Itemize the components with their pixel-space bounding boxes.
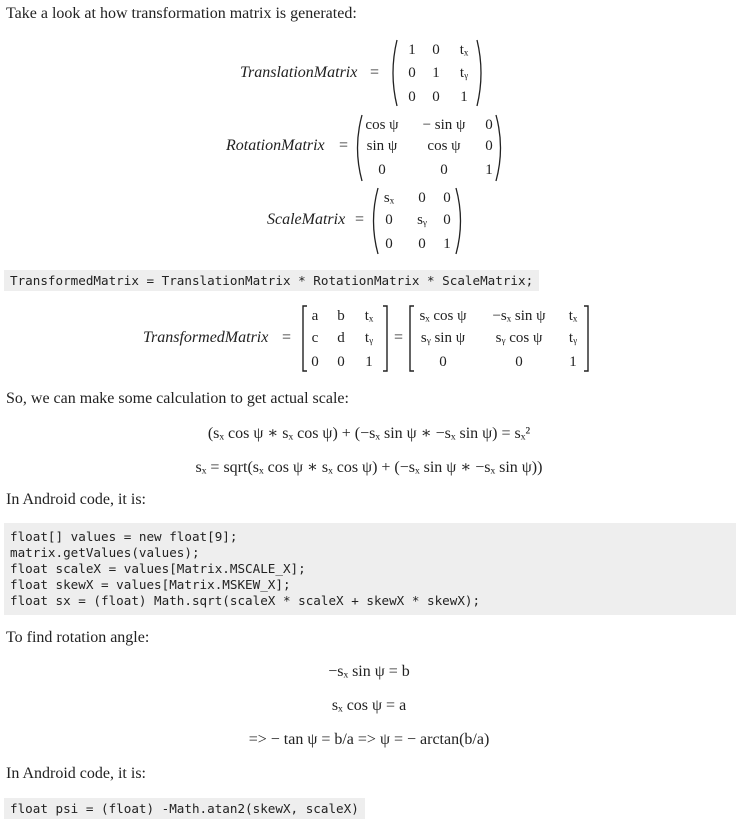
right-bracket (383, 306, 387, 371)
matrix-cell: 0 (443, 212, 451, 228)
code-line: float scaleX = values[Matrix.MSCALE_X]; (10, 561, 306, 576)
code-transformed-matrix: TransformedMatrix = TranslationMatrix * RotationMatrix * ScaleMatrix; (4, 270, 539, 291)
matrix-cell: 1 (569, 354, 577, 370)
matrix-cell: 0 (485, 138, 493, 154)
matrix-cell: 0 (418, 190, 426, 206)
matrix-cell: 0 (440, 162, 448, 178)
rotation-equation-1: −sₓ sin ψ = b (328, 663, 410, 680)
matrix-cell: 1 (443, 236, 451, 252)
matrix-cell: 0 (439, 354, 447, 370)
svg-text:=: = (282, 329, 292, 346)
translation-matrix-equation (240, 38, 500, 108)
matrix-cell: cos ψ (365, 117, 399, 133)
matrix-cell: tₓ (459, 42, 469, 58)
matrix-cell: 0 (408, 65, 416, 81)
svg-text:=: = (355, 211, 365, 228)
matrix-cell: c (311, 330, 319, 346)
rotation-equation-2: sₓ cos ψ = a (331, 697, 407, 714)
matrix-cell: 0 (418, 236, 426, 252)
svg-text:=: = (394, 329, 404, 346)
left-bracket-2 (410, 306, 414, 371)
matrix-cell: d (337, 330, 345, 346)
scale-equation-1: (sₓ cos ψ ∗ sₓ cos ψ) + (−sₓ sin ψ ∗ −sₓ sin ψ) = sₓ² (207, 425, 531, 442)
matrix-cell: 0 (432, 89, 440, 105)
right-paren (477, 40, 481, 106)
matrix-cell: − sin ψ (422, 117, 466, 133)
matrix-cell: 1 (432, 65, 440, 81)
code-block-scale (4, 523, 736, 615)
matrix-cell: tₓ (364, 308, 374, 324)
rotation-angle-text: To find rotation angle: (6, 629, 150, 646)
matrix-cell: 0 (432, 42, 440, 58)
transformed-matrix-equation (143, 303, 603, 375)
svg-text:=: = (339, 137, 349, 154)
matrix-cell: a (311, 308, 319, 324)
matrix-cell: tᵧ (459, 65, 469, 81)
matrix-cell: sᵧ sin ψ (420, 330, 466, 346)
matrix-cell: sₓ (383, 190, 395, 206)
scale-matrix-label: ScaleMatrix (267, 211, 346, 228)
rotation-equation-3: => − tan ψ = b/a => ψ = − arctan(b/a) (248, 731, 490, 748)
right-bracket-2 (584, 306, 588, 371)
matrix-cell: 1 (408, 42, 416, 58)
matrix-cell: 1 (365, 354, 373, 370)
scale-equation-2: sₓ = sqrt(sₓ cos ψ ∗ sₓ cos ψ) + (−sₓ sin ψ ∗ −sₓ sin ψ)) (195, 459, 543, 476)
code-line: matrix.getValues(values); (10, 545, 200, 560)
left-paren (374, 188, 379, 254)
left-paren (393, 40, 397, 106)
matrix-cell: cos ψ (427, 138, 461, 154)
android-code-intro: In Android code, it is: (6, 491, 146, 508)
matrix-cell: sᵧ (417, 212, 427, 228)
matrix-cell: 0 (378, 162, 386, 178)
svg-text:=: = (370, 64, 380, 81)
scale-matrix-equation (267, 186, 477, 256)
matrix-cell: −sₓ sin ψ (492, 308, 546, 324)
matrix-cell: 0 (515, 354, 523, 370)
code-line: float sx = (float) Math.sqrt(scaleX * scaleX + skewX * skewX); (10, 593, 481, 608)
matrix-cell: 1 (460, 89, 468, 105)
matrix-cell: tₓ (568, 308, 578, 324)
matrix-cell: 1 (485, 162, 493, 178)
matrix-cell: 0 (337, 354, 345, 370)
matrix-cell: tᵧ (364, 330, 374, 346)
matrix-cell: 0 (485, 117, 493, 133)
transformed-matrix-label: TransformedMatrix (143, 329, 269, 346)
matrix-cell: 0 (385, 236, 393, 252)
rotation-matrix-label: RotationMatrix (226, 137, 325, 154)
matrix-cell: 0 (408, 89, 416, 105)
matrix-cell: tᵧ (568, 330, 578, 346)
left-paren (358, 115, 363, 181)
matrix-cell: sᵧ cos ψ (495, 330, 543, 346)
matrix-cell: sₓ cos ψ (419, 308, 467, 324)
matrix-cell: b (337, 308, 345, 324)
right-paren (456, 188, 461, 254)
scale-calc-text: So, we can make some calculation to get actual scale: (6, 390, 349, 407)
matrix-cell: sin ψ (366, 138, 398, 154)
intro-text: Take a look at how transformation matrix is generated: (6, 5, 357, 22)
matrix-cell: 0 (443, 190, 451, 206)
matrix-cell: 0 (311, 354, 319, 370)
rotation-matrix-equation (226, 113, 516, 183)
code-line: float[] values = new float[9]; (10, 529, 238, 544)
right-paren (496, 115, 501, 181)
matrix-cell: 0 (385, 212, 393, 228)
translation-matrix-label: TranslationMatrix (240, 64, 358, 81)
code-rotation-angle: float psi = (float) -Math.atan2(skewX, scaleX) (4, 798, 365, 819)
android-code-intro-2: In Android code, it is: (6, 765, 146, 782)
left-bracket (303, 306, 307, 371)
code-line: float skewX = values[Matrix.MSKEW_X]; (10, 577, 291, 592)
